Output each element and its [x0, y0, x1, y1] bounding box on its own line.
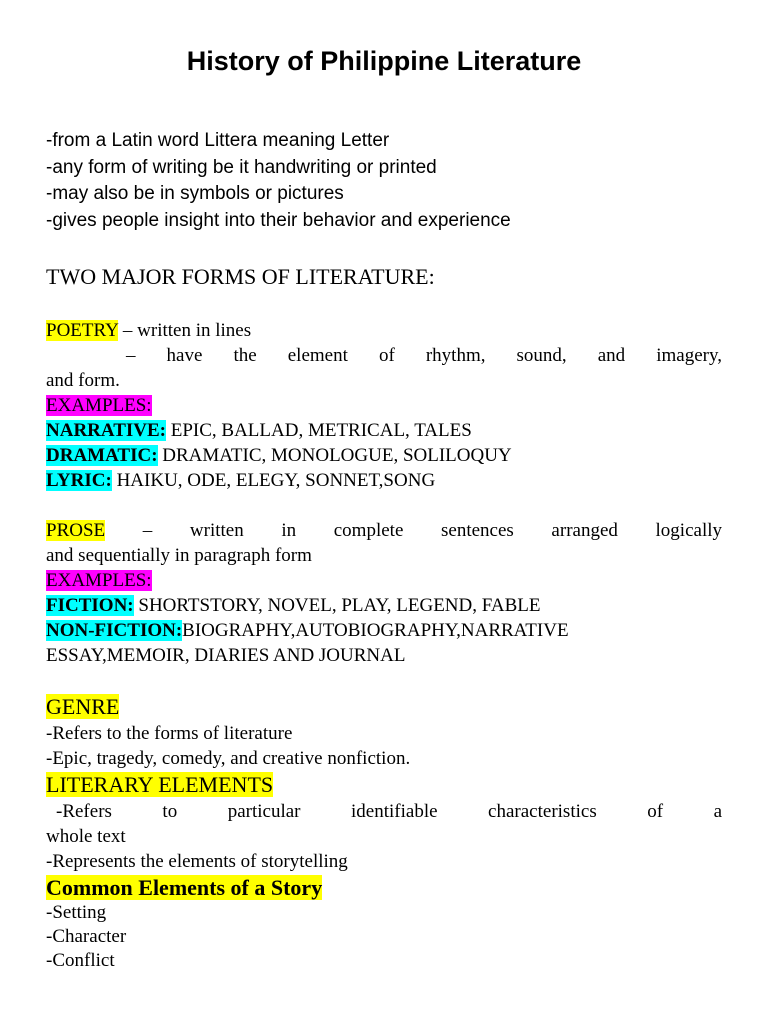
major-forms-heading: TWO MAJOR FORMS OF LITERATURE: [46, 264, 435, 289]
nonfiction-text: BIOGRAPHY,AUTOBIOGRAPHY,NARRATIVE [182, 620, 569, 641]
dramatic-line [46, 443, 722, 468]
list-item: -Character [46, 926, 127, 947]
nonfiction-label: NON-FICTION: [46, 620, 183, 641]
story-elements-heading-line [46, 874, 722, 901]
narrative-label: NARRATIVE: [46, 420, 166, 441]
nonfiction-text-2: ESSAY,MEMOIR, DIARIES AND JOURNAL [46, 645, 406, 666]
genre-heading-line [46, 693, 722, 721]
literary-elements-heading: LITERARY ELEMENTS [46, 772, 274, 797]
poetry-desc-3: and form. [46, 370, 120, 391]
intro-line: -any form of writing be it handwriting or printed [46, 156, 437, 178]
poetry-examples-line [46, 393, 722, 418]
prose-examples-line [46, 568, 722, 593]
list-item: -Setting [46, 902, 107, 923]
intro-line: -from a Latin word Littera meaning Letter [46, 130, 390, 151]
story-elements-section [46, 874, 722, 973]
intro-list [46, 128, 511, 234]
intro-line: -gives people insight into their behavior and experience [46, 209, 511, 231]
poetry-desc-1: – written in lines [118, 320, 252, 341]
prose-section [46, 518, 722, 668]
dramatic-label: DRAMATIC: [46, 445, 158, 466]
genre-line-1: -Refers to the forms of literature [46, 723, 293, 744]
fiction-line [46, 593, 722, 618]
prose-line-1 [46, 518, 722, 543]
lyric-line [46, 468, 722, 493]
list-item: -Conflict [46, 950, 115, 971]
narrative-text: EPIC, BALLAD, METRICAL, TALES [165, 420, 472, 441]
major-forms-heading-block [46, 262, 722, 292]
poetry-examples-label: EXAMPLES: [46, 395, 152, 416]
poetry-desc-2: – have the element of rhythm, sound, and imagery, [126, 345, 722, 366]
lyric-label: LYRIC: [46, 470, 112, 491]
genre-section [46, 693, 722, 771]
prose-label: PROSE [46, 520, 106, 541]
fiction-text: SHORTSTORY, NOVEL, PLAY, LEGEND, FABLE [133, 595, 541, 616]
genre-line-2: -Epic, tragedy, comedy, and creative nonfiction. [46, 748, 411, 769]
literary-elements-line-3: -Represents the elements of storytelling [46, 851, 348, 872]
poetry-label: POETRY [46, 320, 119, 341]
literary-elements-section [46, 771, 722, 874]
fiction-label: FICTION: [46, 595, 134, 616]
lyric-text: HAIKU, ODE, ELEGY, SONNET,SONG [111, 470, 436, 491]
poetry-line-1 [46, 318, 722, 343]
literary-elements-line-1: -Refers to particular identifiable characteristics of a [56, 801, 722, 822]
prose-examples-label: EXAMPLES: [46, 570, 152, 591]
page-title: History of Philippine Literature [186, 46, 582, 76]
prose-desc-2: and sequentially in paragraph form [46, 545, 312, 566]
literary-elements-heading-line [46, 771, 722, 799]
prose-desc-1: – written in complete sentences arranged logically [105, 520, 722, 541]
literary-elements-line-2: whole text [46, 826, 126, 847]
poetry-section [46, 318, 722, 493]
dramatic-text: DRAMATIC, MONOLOGUE, SOLILOQUY [157, 445, 512, 466]
story-elements-heading: Common Elements of a Story [46, 875, 323, 900]
genre-heading: GENRE [46, 694, 120, 719]
intro-line: -may also be in symbols or pictures [46, 183, 344, 204]
nonfiction-line [46, 618, 722, 643]
narrative-line [46, 418, 722, 443]
